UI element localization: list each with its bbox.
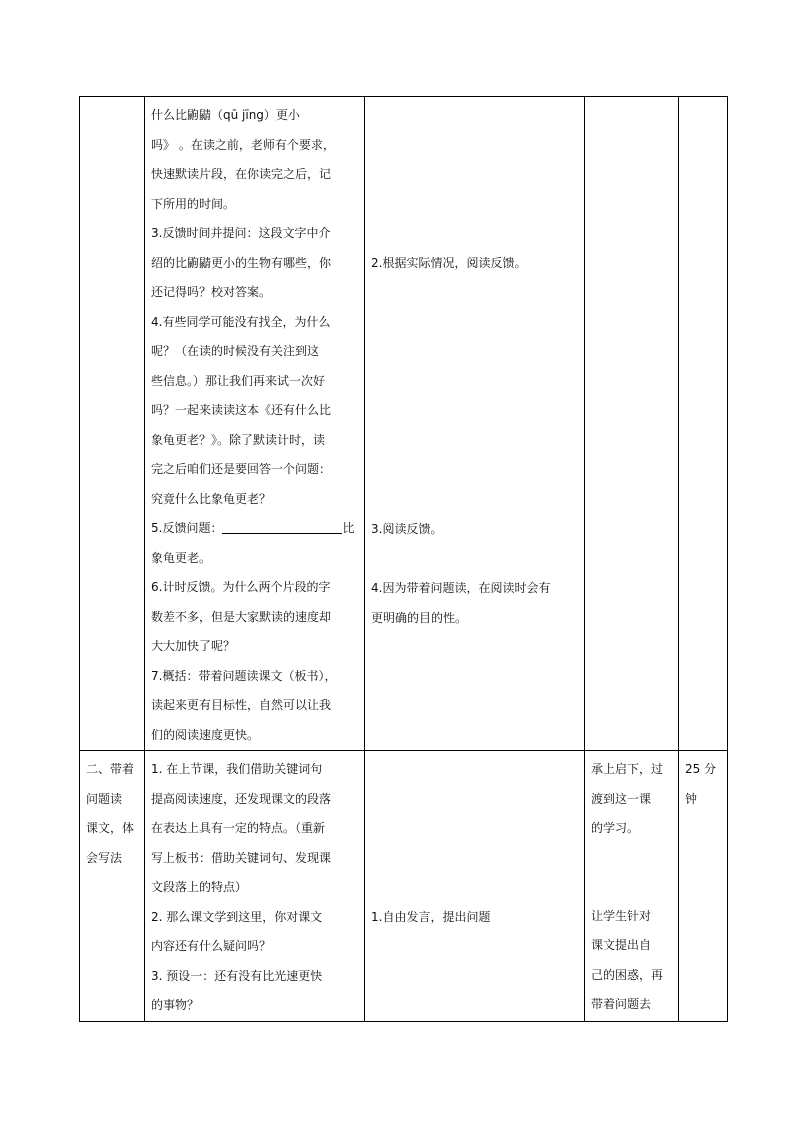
text-line: 钟 xyxy=(685,791,698,806)
text-line: 们的阅读速度更快。 xyxy=(151,727,260,742)
text-line: 大大加快了呢？ xyxy=(151,639,236,653)
text-line: 3.反馈时间并提问：这段文字中介 xyxy=(151,226,331,240)
text-line: 些信息。）那让我们再来试一次好 xyxy=(151,373,326,388)
spacer xyxy=(371,279,578,515)
text-line: 的事物？ xyxy=(151,998,200,1012)
stage-cell xyxy=(80,97,145,751)
text-line: 提高阅读速度，还发现课文的段落 xyxy=(151,791,332,806)
text-line: 数差不多，但是大家默读的速度却 xyxy=(151,609,332,624)
text-line: 内容还有什么疑问吗？ xyxy=(151,939,272,953)
text-line: 究竟什么比象龟更老？ xyxy=(151,491,272,506)
table-row xyxy=(80,97,728,751)
time-cell xyxy=(679,97,728,751)
question-suffix: 比 xyxy=(342,521,355,535)
text-line: 会写法 xyxy=(86,850,123,865)
text-line: 象龟更老。 xyxy=(151,550,212,565)
text-line: 什么比鼩鼱（qū jīng）更小 xyxy=(151,108,300,122)
table-row xyxy=(80,751,728,1022)
text-line: 文段落上的特点） xyxy=(151,880,248,894)
text-line: 还记得吗？校对答案。 xyxy=(151,285,272,299)
text-line: 7.概括：带着问题读课文（板书）， xyxy=(151,668,337,683)
text-line: 吗》 。在读之前，老师有个要求， xyxy=(151,137,335,152)
text-line: 的学习。 xyxy=(591,821,640,835)
fill-in-question xyxy=(151,514,358,544)
text-line: 下所用的时间。 xyxy=(151,196,236,211)
time-cell xyxy=(679,751,728,1022)
text-line: 4.有些同学可能没有找全，为什么 xyxy=(151,314,331,329)
text-line: 2. 那么课文学到这里，你对课文 xyxy=(151,909,323,924)
text-line: 问题读 xyxy=(86,791,123,806)
text-line: 课文，体 xyxy=(86,821,135,835)
text-line: 2.根据实际情况，阅读反馈。 xyxy=(371,256,527,270)
spacer xyxy=(371,544,578,574)
design-intent-cell xyxy=(585,751,679,1022)
lesson-plan-table xyxy=(79,96,728,1022)
blank-line xyxy=(222,519,342,534)
question-prefix: 5.反馈问题： xyxy=(151,521,223,535)
text-line: 1. 在上节课，我们借助关键词句 xyxy=(151,762,323,776)
stage-cell xyxy=(80,751,145,1022)
text-line: 1.自由发言，提出问题 xyxy=(371,910,491,924)
text-line: 二、带着 xyxy=(86,762,135,776)
text-line: 写上板书：借助关键词句、发现课 xyxy=(151,850,332,865)
text-line: 吗？一起来读读这本《还有什么比 xyxy=(151,403,332,417)
text-line: 象龟更老？》。除了默读计时，读 xyxy=(151,432,326,447)
student-activity-cell xyxy=(365,97,585,751)
text-line: 3.阅读反馈。 xyxy=(371,521,443,536)
spacer xyxy=(371,101,578,249)
student-activity-cell xyxy=(365,751,585,1022)
teacher-activity-cell xyxy=(145,97,365,751)
spacer xyxy=(371,755,578,903)
text-line: 在表达上具有一定的特点。（重新 xyxy=(151,821,326,835)
text-line: 6.计时反馈。为什么两个片段的字 xyxy=(151,580,331,594)
text-line: 承上启下，过 xyxy=(591,762,664,776)
text-line: 让学生针对 xyxy=(591,908,652,923)
text-line: 读起来更有目标性，自然可以让我 xyxy=(151,698,332,712)
text-line: 课文提出自 xyxy=(591,938,652,952)
text-line: 绍的比鼩鼱更小的生物有哪些，你 xyxy=(151,255,332,270)
teacher-activity-cell xyxy=(145,751,365,1022)
text-line: 快速默读片段，在你读完之后，记 xyxy=(151,167,332,181)
spacer xyxy=(591,844,672,902)
text-line: 3. 预设一：还有没有比光速更快 xyxy=(151,968,323,983)
text-line: 渡到这一课 xyxy=(591,791,652,806)
design-intent-cell xyxy=(585,97,679,751)
text-line: 呢？（在读的时候没有关注到这 xyxy=(151,344,320,358)
text-line: 己的困惑，再 xyxy=(591,967,664,982)
text-line: 带着问题去 xyxy=(591,997,652,1011)
text-line: 完之后咱们还是要回答一个问题： xyxy=(151,462,332,476)
text-line: 更明确的目的性。 xyxy=(371,610,468,625)
text-line: 4.因为带着问题读，在阅读时会有 xyxy=(371,581,551,595)
text-line: 25 分 xyxy=(685,762,717,776)
